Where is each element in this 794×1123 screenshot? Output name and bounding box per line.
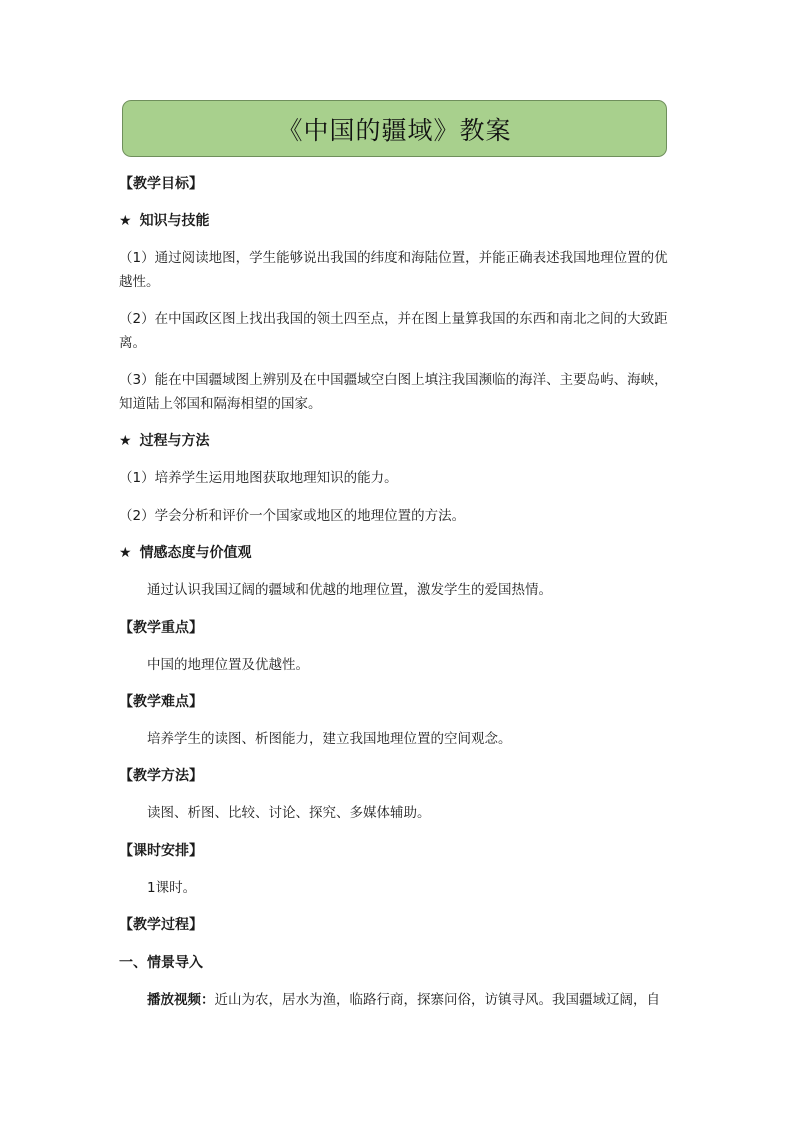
intro-heading: 一、情景导入: [119, 955, 203, 971]
knowledge-heading-row: [119, 209, 210, 233]
intro-label: 播放视频：: [147, 992, 215, 1008]
knowledge-item-2: （2）在中国政区图上找出我国的领土四至点，并在图上量算我国的东西和南北之间的大致距离。: [119, 311, 668, 351]
difficulty-heading: 【教学难点】: [119, 694, 203, 710]
star-icon: ★: [119, 545, 132, 561]
schedule-heading: 【课时安排】: [119, 843, 203, 859]
intro-paragraph: [147, 988, 660, 1012]
emotion-heading-row: [119, 541, 252, 565]
objectives-heading: 【教学目标】: [119, 176, 203, 192]
process-main-heading: 【教学过程】: [119, 917, 203, 933]
process-item-1: （1）培养学生运用地图获取地理知识的能力。: [119, 470, 398, 486]
intro-text: 近山为农，居水为渔，临路行商，探寨问俗，访镇寻风。我国疆域辽阔，自: [214, 992, 660, 1008]
knowledge-heading: 知识与技能: [139, 213, 210, 229]
process-item-2: （2）学会分析和评价一个国家或地区的地理位置的方法。: [119, 508, 466, 524]
emotion-text: 通过认识我国辽阔的疆域和优越的地理位置，激发学生的爱国热情。: [147, 582, 552, 598]
emotion-heading: 情感态度与价值观: [139, 545, 252, 561]
process-heading-row: [119, 429, 210, 453]
method-heading: 【教学方法】: [119, 768, 203, 784]
schedule-text: 1课时。: [147, 880, 197, 896]
method-text: 读图、析图、比较、讨论、探究、多媒体辅助。: [147, 805, 431, 821]
knowledge-item-3: （3）能在中国疆域图上辨别及在中国疆域空白图上填注我国濒临的海洋、主要岛屿、海峡，知道陆上邻国和隔海相望的国家。: [119, 372, 668, 412]
star-icon: ★: [119, 433, 132, 449]
document-title: 《中国的疆域》教案: [277, 115, 512, 145]
star-icon: ★: [119, 213, 132, 229]
key-text: 中国的地理位置及优越性。: [147, 657, 309, 673]
difficulty-text: 培养学生的读图、析图能力，建立我国地理位置的空间观念。: [147, 731, 512, 747]
title-banner: [122, 100, 667, 157]
knowledge-item-1: （1）通过阅读地图，学生能够说出我国的纬度和海陆位置，并能正确表述我国地理位置的优越性。: [119, 250, 668, 290]
key-heading: 【教学重点】: [119, 620, 203, 636]
process-heading: 过程与方法: [139, 433, 210, 449]
